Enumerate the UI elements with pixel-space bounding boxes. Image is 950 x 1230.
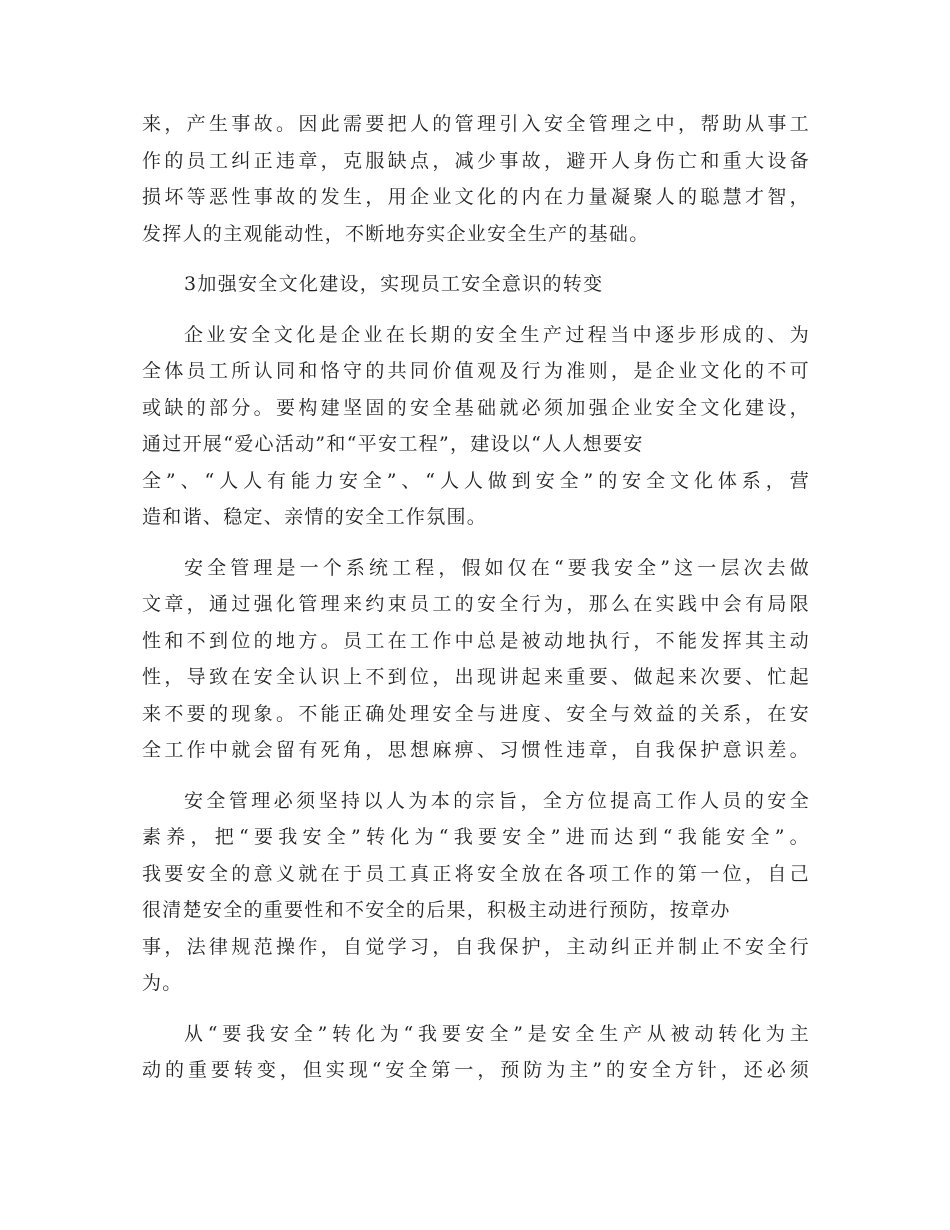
paragraph-2	[142, 317, 810, 536]
paragraph-3	[142, 550, 810, 769]
text-line: 文章，通过强化管理来约束员工的安全行为，那么在实践中会有局限	[142, 593, 810, 615]
text-line: 来，产生事故。因此需要把人的管理引入安全管理之中，帮助从事工	[142, 113, 810, 135]
paragraph-4	[142, 783, 810, 1002]
document-body	[142, 106, 810, 1089]
text-line: 很清楚安全的重要性和不安全的后果，积极主动进行预防，按章办	[142, 899, 731, 921]
text-line: 事，法律规范操作，自觉学习，自我保护，主动纠正并制止不安全行	[142, 935, 810, 958]
text-line: 造和谐、稳定、亲情的安全工作氛围。	[142, 506, 488, 528]
text-line: 来不要的现象。不能正确处理安全与进度、安全与效益的关系，在安	[142, 702, 810, 725]
section-heading-text: 3加强安全文化建设，实现员工安全意识的转变	[184, 273, 604, 295]
section-heading	[142, 266, 810, 303]
text-line: 从“要我安全”转化为“我要安全”是安全生产从被动转化为主	[184, 1022, 810, 1045]
text-line: 或缺的部分。要构建坚固的安全基础就必须加强企业安全文化建设，	[142, 396, 810, 419]
text-line: 作的员工纠正违章，克服缺点，减少事故，避开人身伤亡和重大设备	[142, 149, 810, 172]
text-line: 安全管理是一个系统工程，假如仅在“要我安全”这一层次去做	[184, 556, 810, 579]
text-line: 全”、“人人有能力安全”、“人人做到安全”的安全文化体系，营	[142, 469, 810, 492]
paragraph-5	[142, 1016, 810, 1089]
text-line: 我要安全的意义就在于员工真正将安全放在各项工作的第一位，自己	[142, 862, 810, 885]
text-line: 企业安全文化是企业在长期的安全生产过程当中逐步形成的、为	[184, 323, 810, 346]
text-line: 性和不到位的地方。员工在工作中总是被动地执行，不能发挥其主动	[142, 629, 810, 652]
text-line: 素养，把“要我安全”转化为“我要安全”进而达到“我能安全”。	[142, 826, 810, 848]
text-line: 发挥人的主观能动性，不断地夯实企业安全生产的基础。	[142, 222, 650, 245]
text-line: 性，导致在安全认识上不到位，出现讲起来重要、做起来次要、忙起	[142, 666, 810, 688]
paragraph-1	[142, 106, 810, 252]
text-line: 为。	[142, 972, 183, 994]
text-line: 全工作中就会留有死角，思想麻痹、习惯性违章，自我保护意识差。	[142, 739, 810, 761]
text-line: 通过开展“爱心活动”和“平安工程”，建设以“人人想要安	[142, 433, 644, 455]
text-line: 安全管理必须坚持以人为本的宗旨，全方位提高工作人员的安全	[184, 789, 810, 812]
text-line: 动的重要转变，但实现“安全第一，预防为主”的安全方针，还必须	[142, 1059, 810, 1081]
text-line: 损坏等恶性事故的发生，用企业文化的内在力量凝聚人的聪慧才智，	[142, 186, 810, 208]
text-line: 全体员工所认同和恪守的共同价值观及行为准则，是企业文化的不可	[142, 360, 810, 382]
